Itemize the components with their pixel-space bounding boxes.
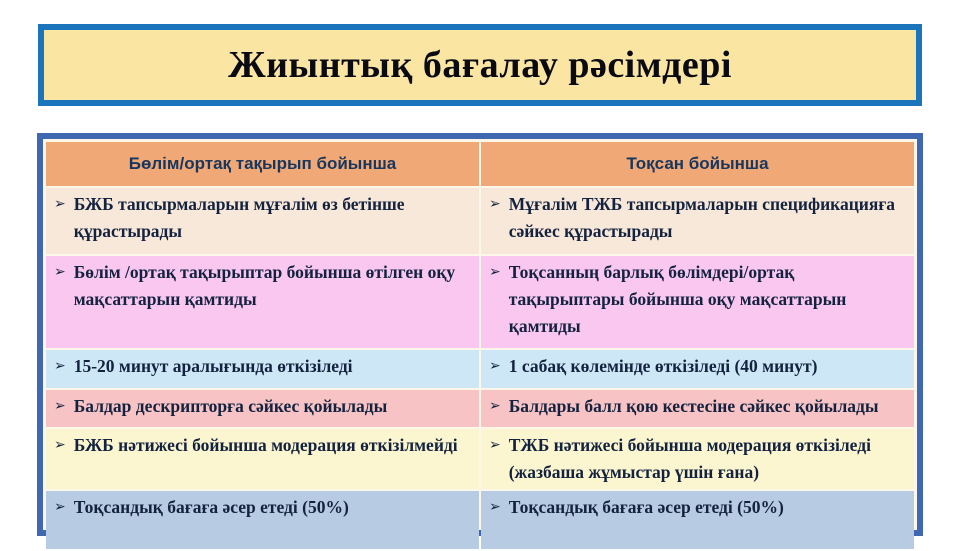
arrow-bullet-icon: ➢ — [489, 398, 501, 414]
header-row — [46, 142, 914, 186]
cell-term — [481, 390, 914, 427]
cell-text: ТЖБ нәтижесі бойынша модерация өткізіледі (жазбаша жұмыстар үшін ғана) — [508, 435, 871, 483]
cell-text: БЖБ нәтижесі бойынша модерация өткізілмейді — [73, 435, 458, 455]
comparison-table-frame — [37, 133, 923, 536]
cell-section — [46, 429, 479, 489]
cell-text: 1 сабақ көлемінде өткізіледі (40 минут) — [508, 356, 818, 376]
cell-text: Балдар дескрипторға сәйкес қойылады — [73, 396, 388, 416]
table-row — [46, 188, 914, 254]
arrow-bullet-icon: ➢ — [54, 499, 66, 516]
page-title: Жиынтық бағалау рәсімдері — [228, 44, 732, 86]
arrow-bullet-icon: ➢ — [54, 196, 66, 212]
cell-text: Балдары балл қою кестесіне сәйкес қойылады — [508, 396, 879, 416]
arrow-bullet-icon: ➢ — [54, 437, 66, 453]
table-row — [46, 429, 914, 489]
cell-term — [481, 429, 914, 489]
cell-section — [46, 188, 479, 254]
arrow-bullet-icon: ➢ — [489, 264, 501, 280]
arrow-bullet-icon: ➢ — [54, 358, 66, 374]
cell-term — [481, 256, 914, 348]
column-header-section: Бөлім/ортақ тақырып бойынша — [46, 142, 479, 186]
arrow-bullet-icon: ➢ — [489, 437, 501, 453]
table-row — [46, 390, 914, 427]
arrow-bullet-icon: ➢ — [489, 499, 501, 516]
cell-text: Мұғалім ТЖБ тапсырмаларын спецификацияға сәйкес құрастырады — [508, 194, 896, 242]
arrow-bullet-icon: ➢ — [489, 196, 501, 212]
table-row — [46, 256, 914, 348]
arrow-bullet-icon: ➢ — [489, 358, 501, 374]
cell-section — [46, 256, 479, 348]
cell-text: Тоқсандық бағаға әсер етеді (50%) — [73, 497, 349, 518]
cell-section — [46, 491, 479, 549]
cell-term — [481, 350, 914, 388]
comparison-table — [44, 140, 916, 551]
cell-text: Тоқсанның барлық бөлімдері/ортақ тақырыптары бойынша оқу мақсаттарын қамтиды — [508, 262, 847, 337]
cell-text: БЖБ тапсырмаларын мұғалім өз бетінше құрастырады — [73, 194, 405, 242]
cell-section — [46, 390, 479, 427]
cell-section — [46, 350, 479, 388]
table-row — [46, 350, 914, 388]
table-row — [46, 491, 914, 549]
column-header-term: Тоқсан бойынша — [481, 142, 914, 186]
cell-text: Тоқсандық бағаға әсер етеді (50%) — [508, 497, 784, 518]
arrow-bullet-icon: ➢ — [54, 264, 66, 280]
arrow-bullet-icon: ➢ — [54, 398, 66, 414]
cell-text: Бөлім /ортақ тақырыптар бойынша өтілген оқу мақсаттарын қамтиды — [73, 262, 456, 310]
cell-term — [481, 188, 914, 254]
title-box — [38, 24, 922, 106]
cell-text: 15-20 минут аралығында өткізіледі — [73, 356, 353, 376]
cell-term — [481, 491, 914, 549]
